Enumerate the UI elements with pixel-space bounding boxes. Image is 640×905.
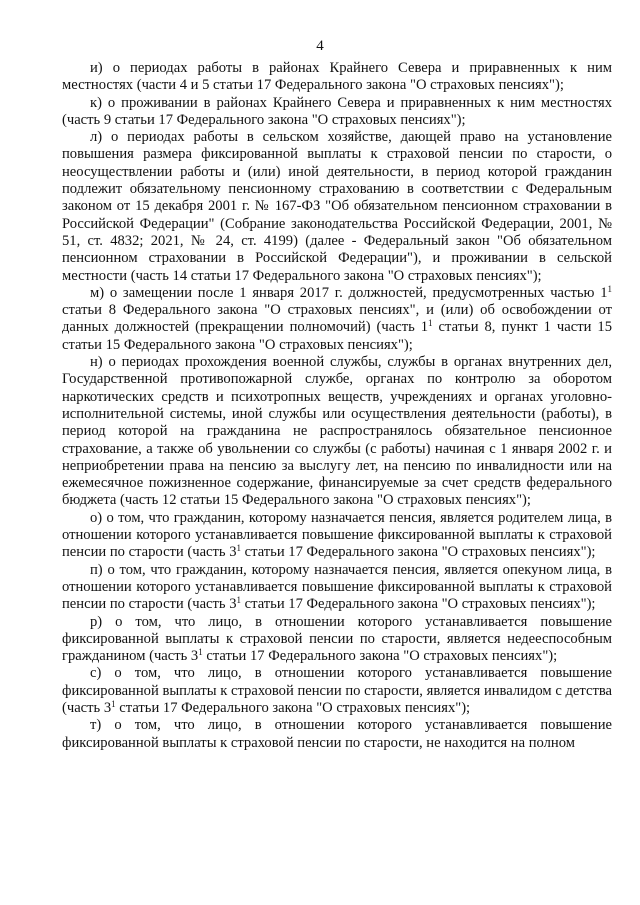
superscript: 1 bbox=[198, 647, 203, 658]
paragraph bbox=[62, 95, 612, 130]
paragraph bbox=[62, 285, 612, 354]
superscript: 1 bbox=[428, 318, 433, 329]
paragraph-text: к) о проживании в районах Крайнего Севера и приравненных к ним местностях (часть 9 статьи 17 Федерального закона "О страховых пенсиях"); bbox=[62, 94, 612, 128]
paragraph-text: статьи 17 Федерального закона "О страховых пенсиях"); bbox=[241, 544, 596, 561]
paragraph bbox=[62, 129, 612, 285]
paragraph bbox=[62, 665, 612, 717]
paragraph bbox=[62, 562, 612, 614]
superscript: 1 bbox=[236, 543, 242, 554]
paragraph-text: статьи 17 Федерального закона "О страховых пенсиях"); bbox=[115, 699, 471, 716]
paragraph bbox=[62, 60, 612, 95]
superscript: 1 bbox=[111, 698, 116, 709]
paragraph-text: т) о том, что лицо, в отношении которого устанавливается повышение фиксированной выплаты к страховой пенсии по старости, не находится на полном bbox=[62, 717, 612, 751]
paragraph-text: и) о периодах работы в районах Крайнего Севера и приравненных к ним местностях (части 4 и 5 статьи 17 Федерального закона "О страховых пенсиях"); bbox=[62, 60, 612, 94]
paragraph-text: р) о том, что лицо, в отношении которого устанавливается повышение фиксированной выплаты к страховой пенсии по старости, является недееспособным гражданином (часть 3 bbox=[62, 613, 612, 665]
paragraph-text: л) о периодах работы в сельском хозяйстве, дающей право на установление повышения размера фиксированной выплаты к страховой пенсии по старости, о неосуществлении работы и (или) иной деятельности, в период которой гражданин подлежит обязательному пенсионному страхованию в соответствии с Федеральным законом от 15 декабря 2001 г. № 167-ФЗ "Об обязательном пенсионном страховании в Российской Федерации" (Собрание законодательства Российской Федерации, 2001, № 51, ст. 4832; 2021, № 24, ст. 4199) (далее - Федеральный закон "Об обязательном пенсионном страховании в Российской Федерации"), и проживании в сельской местности (часть 14 статьи 17 Федерального закона "О страховых пенсиях"); bbox=[62, 129, 612, 284]
paragraph-text: статьи 17 Федерального закона "О страховых пенсиях"); bbox=[202, 648, 558, 665]
paragraph-text: н) о периодах прохождения военной службы, службы в органах внутренних дел, Государственной противопожарной службе, органах по контролю за оборотом наркотических средств и психотропных веществ, учреждениях и органах уголовно-исполнительной системы, иной службы или осуществления деятельности (работы), в период которой на гражданина не распространялось обязательное пенсионное страхование, а также об увольнении со службы (с работы) начиная с 1 января 2002 г. и неприобретении права на пенсию за выслугу лет, на пенсию по инвалидности или на ежемесячное пожизненное содержание, финансируемые за счет средств федерального бюджета (часть 12 статьи 15 Федерального закона "О страховых пенсиях"); bbox=[62, 354, 612, 509]
paragraph-text: статьи 8 Федерального закона "О страховых пенсиях", и (или) об освобождении от данных должностей (прекращении полномочий) (часть 1 bbox=[62, 302, 612, 336]
document-body bbox=[62, 60, 612, 752]
paragraph bbox=[62, 510, 612, 562]
paragraph-text: п) о том, что гражданин, которому назначается пенсия, является опекуном лица, в отношении которого устанавливается повышение фиксированной выплаты к страховой пенсии по старости (часть 3 bbox=[62, 561, 612, 613]
paragraph-text: статьи 8, пункт 1 части 15 статьи 15 Федерального закона "О страховых пенсиях"); bbox=[62, 319, 612, 353]
paragraph-text: м) о замещении после 1 января 2017 г. должностей, предусмотренных частью 1 bbox=[90, 284, 608, 301]
superscript: 1 bbox=[236, 595, 242, 606]
paragraph bbox=[62, 614, 612, 666]
paragraph bbox=[62, 354, 612, 510]
paragraph-text: с) о том, что лицо, в отношении которого устанавливается повышение фиксированной выплаты к страховой пенсии по старости, является инвалидом с детства (часть 3 bbox=[62, 665, 612, 716]
paragraph-text: о) о том, что гражданин, которому назначается пенсия, является родителем лица, в отношении которого устанавливается повышение фиксированной выплаты к страховой пенсии по старости (часть 3 bbox=[62, 509, 612, 561]
superscript: 1 bbox=[607, 283, 612, 294]
paragraph-text: статьи 17 Федерального закона "О страховых пенсиях"); bbox=[241, 596, 596, 613]
paragraph bbox=[62, 717, 612, 752]
page-number: 4 bbox=[316, 38, 324, 54]
